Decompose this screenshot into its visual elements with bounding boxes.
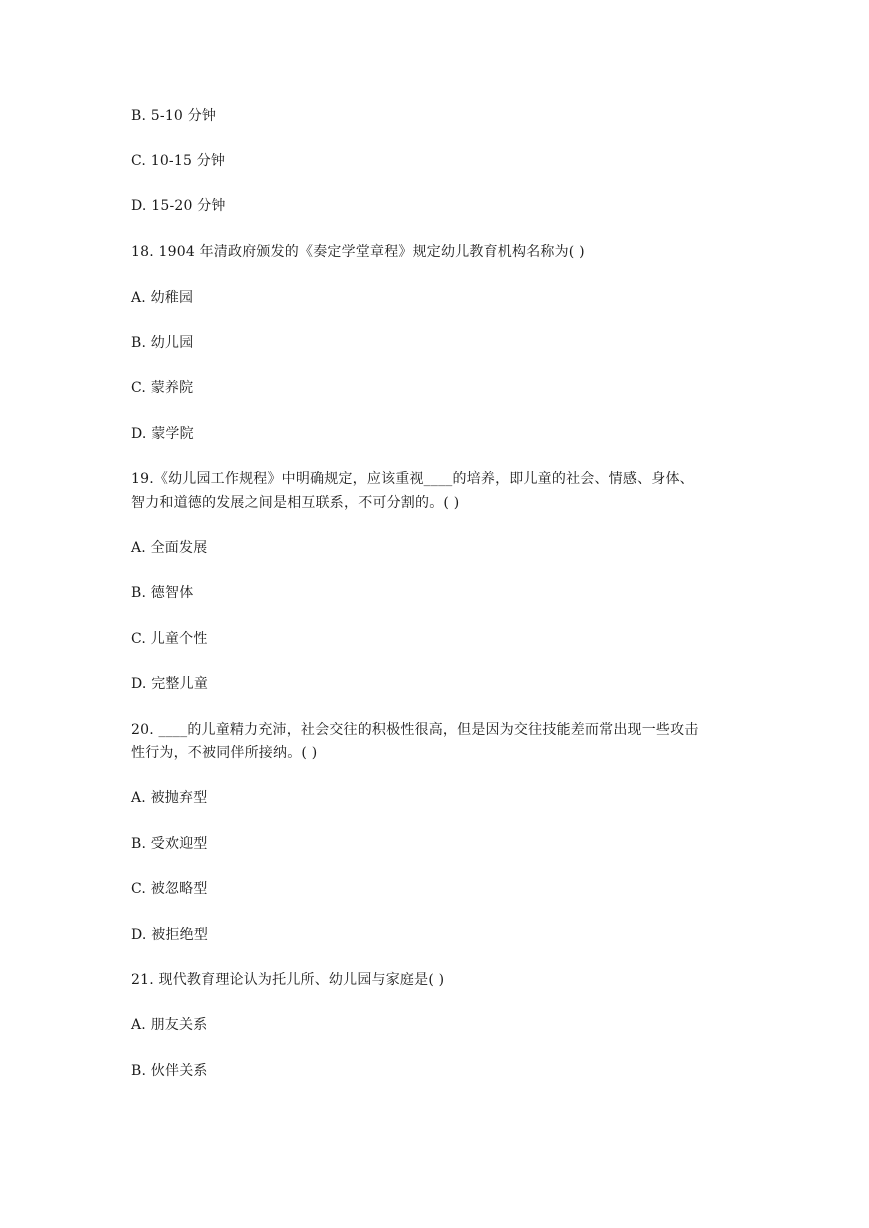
option-a-q20: A. 被抛弃型 (131, 790, 208, 806)
option-d-q19: D. 完整儿童 (131, 676, 209, 692)
option-a-q21: A. 朋友关系 (131, 1017, 208, 1033)
option-b-q19: B. 德智体 (131, 585, 194, 601)
question-21: 21. 现代教育理论认为托儿所、幼儿园与家庭是( ) (131, 972, 445, 988)
option-a-q18: A. 幼稚园 (131, 290, 194, 306)
option-c-q17: C. 10-15 分钟 (131, 153, 226, 169)
question-19-line-1: 19.《幼儿园工作规程》中明确规定，应该重视____的培养，即儿童的社会、情感、身体、 (131, 471, 694, 487)
question-20-line-2: 性行为，不被同伴所接纳。( ) (131, 745, 318, 761)
option-b-q21: B. 伙伴关系 (131, 1063, 208, 1079)
question-18: 18. 1904 年清政府颁发的《奏定学堂章程》规定幼儿教育机构名称为( ) (131, 244, 585, 260)
option-d-q20: D. 被拒绝型 (131, 927, 209, 943)
option-a-q19: A. 全面发展 (131, 540, 208, 556)
option-d-q17: D. 15-20 分钟 (131, 198, 226, 214)
option-c-q18: C. 蒙养院 (131, 380, 194, 396)
option-c-q19: C. 儿童个性 (131, 631, 208, 647)
option-c-q20: C. 被忽略型 (131, 881, 208, 897)
question-19-line-2: 智力和道德的发展之间是相互联系，不可分割的。( ) (131, 495, 460, 511)
option-b-q20: B. 受欢迎型 (131, 836, 208, 852)
option-b-q17: B. 5-10 分钟 (131, 108, 217, 124)
question-20-line-1: 20. ____的儿童精力充沛，社会交往的积极性很高，但是因为交往技能差而常出现一些攻击 (131, 722, 699, 738)
option-d-q18: D. 蒙学院 (131, 426, 194, 442)
option-b-q18: B. 幼儿园 (131, 335, 194, 351)
